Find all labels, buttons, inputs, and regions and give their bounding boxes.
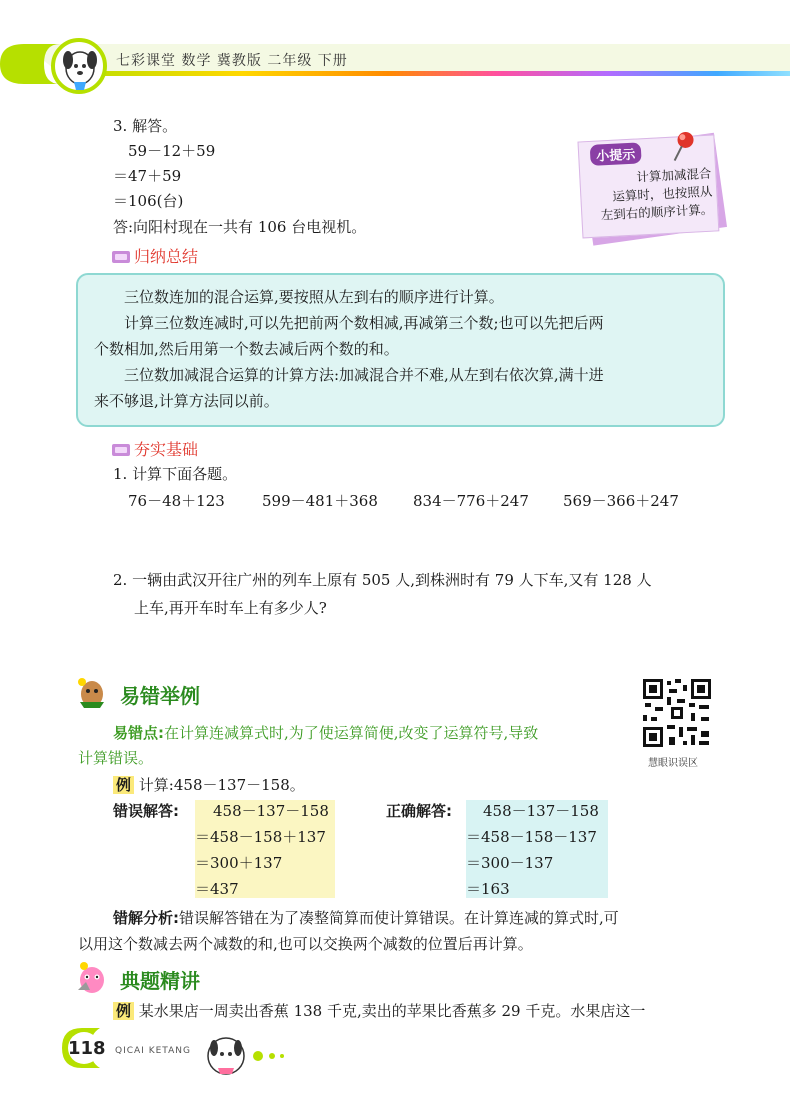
right-step-1: 458－137－158 (483, 802, 599, 820)
tip-title: 小提示 (590, 142, 642, 166)
summary-paragraph-1: 三位数连加的混合运算,要按照从左到右的顺序进行计算。 (124, 288, 504, 306)
summary-paragraph-3a: 三位数加减混合运算的计算方法:加减混合并不难,从左到右依次算,满十进 (124, 366, 604, 384)
tip-line-2: 运算时，也按照从 (611, 183, 713, 204)
basic-section-title (112, 437, 198, 460)
analysis-line-2: 以用这个数减去两个减数的和,也可以交换两个减数的位置后再计算。 (78, 935, 533, 953)
wrong-step-2: ＝458－158＋137 (195, 828, 326, 846)
book-icon (112, 444, 130, 456)
right-step-4: ＝163 (466, 880, 510, 898)
example-label: 例 (113, 776, 134, 794)
qr-label: 慧眼识误区 (648, 758, 698, 769)
question-1: 1. 计算下面各题。 (113, 465, 238, 483)
typical-mascot-icon (74, 960, 110, 996)
question-2-line-1: 2. 一辆由武汉开往广州的列车上原有 505 人,到株洲时有 79 人下车,又有 128 人 (113, 571, 652, 589)
error-point-line-2: 计算错误。 (78, 749, 154, 767)
typical-section-title: 典题精讲 (120, 969, 200, 993)
tip-note (577, 135, 717, 242)
typical-example-label: 例 (113, 1002, 134, 1020)
wrong-step-3: ＝300＋137 (195, 854, 283, 872)
right-step-3: ＝300－137 (466, 854, 554, 872)
right-answer-label: 正确解答: (386, 802, 452, 820)
header-title: 七彩课堂 数学 冀教版 二年级 下册 (116, 53, 348, 69)
error-point-line-1 (113, 722, 538, 743)
page-number: 118 (68, 1038, 106, 1059)
summary-title-text: 归纳总结 (134, 247, 199, 266)
mascot-dog-icon (44, 38, 114, 94)
summary-paragraph-3b: 来不够退,计算方法同以前。 (94, 392, 279, 410)
summary-section-title (112, 244, 198, 267)
error-point-text: 在计算连减算式时,为了使运算简便,改变了运算符号,导致 (164, 724, 539, 742)
wrong-step-4: ＝437 (195, 880, 239, 898)
example-text: 计算:458－137－158。 (138, 776, 305, 794)
summary-paragraph-2a: 计算三位数连减时,可以先把前两个数相减,再减第三个数;也可以先把后两 (124, 314, 604, 332)
summary-paragraph-2b: 个数相加,然后用第一个数去减后两个数的和。 (94, 340, 399, 358)
answer-step-1: 59－12＋59 (128, 142, 216, 160)
answer-heading: 3. 解答。 (113, 117, 178, 135)
analysis-label: 错解分析: (113, 909, 179, 927)
error-mascot-icon (74, 674, 110, 710)
basic-title-text: 夯实基础 (134, 440, 199, 459)
footer-mascot-icon (200, 1032, 300, 1076)
analysis-text: 错误解答错在为了凑整简算而使计算错误。在计算连减的算式时,可 (179, 909, 619, 927)
wrong-answer-label: 错误解答: (113, 802, 179, 820)
answer-step-2: ＝47＋59 (113, 167, 182, 185)
error-section-title: 易错举例 (120, 684, 200, 708)
q1-item-4: 569－366＋247 (563, 492, 679, 510)
example-line (113, 774, 305, 795)
tip-line-1: 计算加减混合 (636, 165, 712, 185)
wrong-step-1: 458－137－158 (213, 802, 329, 820)
question-2-line-2: 上车,再开车时车上有多少人? (134, 599, 327, 617)
q1-item-2: 599－481＋368 (262, 492, 378, 510)
q1-item-1: 76－48＋123 (128, 492, 225, 510)
footer-brand: QICAI KETANG (115, 1046, 191, 1056)
tip-text (585, 165, 714, 226)
pushpin-icon (669, 129, 699, 162)
typical-example-line (113, 1000, 645, 1021)
book-icon (112, 251, 130, 263)
answer-step-3: ＝106(台) (113, 192, 184, 210)
typical-example-text: 某水果店一周卖出香蕉 138 千克,卖出的苹果比香蕉多 29 千克。水果店这一 (138, 1002, 646, 1020)
q1-item-3: 834－776＋247 (413, 492, 529, 510)
qr-code-icon (641, 677, 713, 749)
header-rainbow-line (60, 71, 790, 76)
tip-line-3: 左到右的顺序计算。 (600, 201, 714, 223)
summary-box (76, 273, 725, 427)
right-step-2: ＝458－158－137 (466, 828, 597, 846)
error-point-label: 易错点: (113, 724, 164, 742)
analysis-line-1 (113, 907, 619, 928)
answer-conclusion: 答:向阳村现在一共有 106 台电视机。 (113, 218, 367, 236)
